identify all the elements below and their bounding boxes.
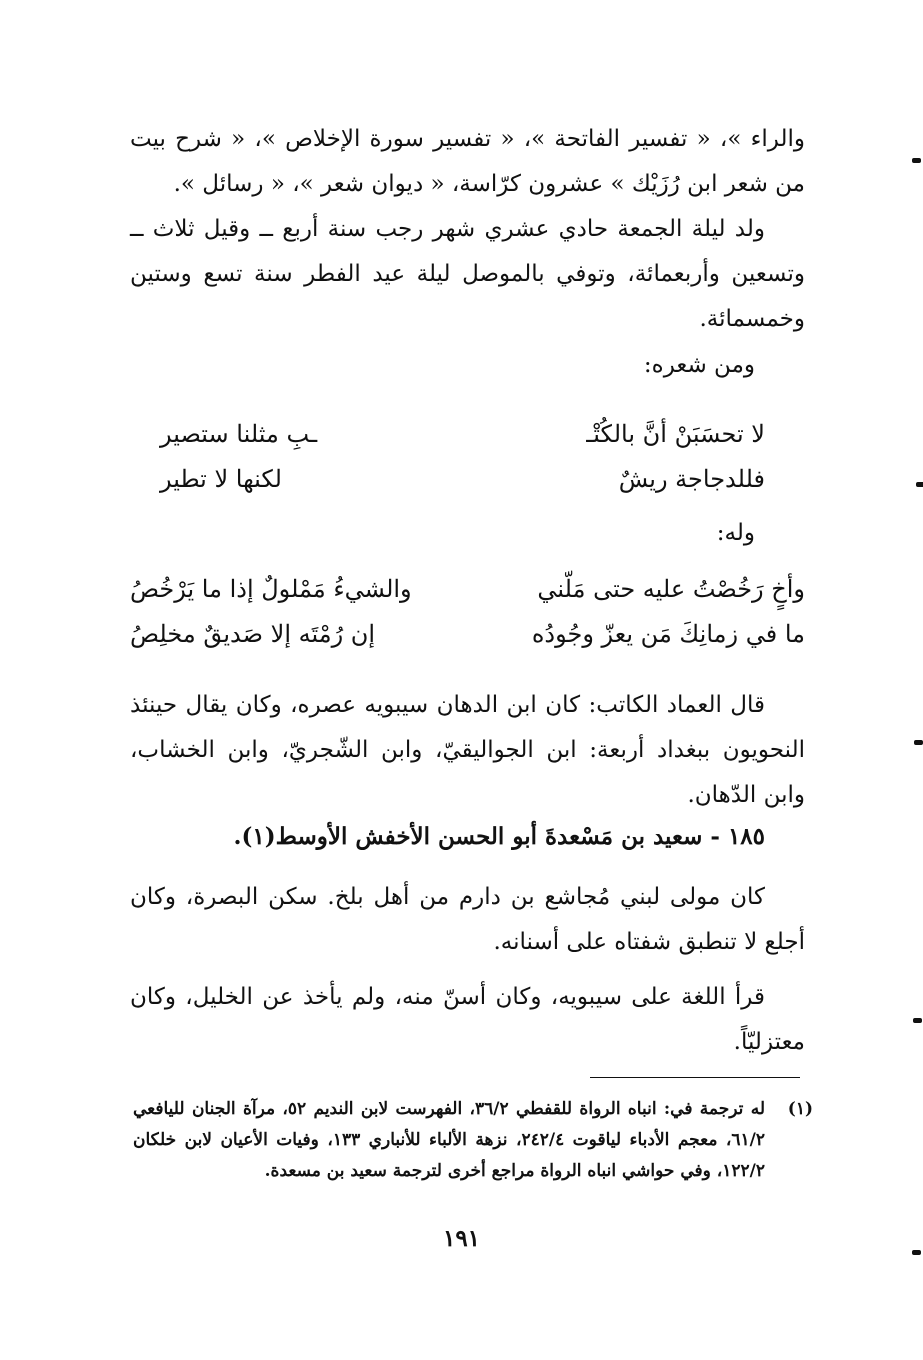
footnote-number: (١) [787, 1099, 813, 1119]
verse-second-hemistich: والشيءُ مَمْلولٌ إذا ما يَرْخُصُ [130, 575, 412, 603]
paragraph-imad-quote: قال العماد الكاتب: كان ابن الدهان سيبويه عصره، وكان يقال حينئذ النحويون ببغداد أربعة: ابن الجواليقيّ، وابن الشّجريّ، وابن الخشاب، وابن الدّهان. [130, 692, 805, 808]
verse-first-hemistich: وأخٍ رَخُصْتُ عليه حتى مَلّني [537, 575, 805, 603]
footnote [133, 1094, 813, 1187]
edge-mark [912, 1250, 921, 1255]
verse-first-hemistich: لا تحسَبَنْ أنَّ بالكُتْـ [586, 420, 765, 448]
verse-line [130, 420, 805, 464]
verse-second-hemistich: لكنها لا تطير [160, 465, 282, 493]
poem-intro: وله: [716, 520, 755, 546]
paragraph-akhfash-study: قرأ اللغة على سيبويه، وكان أسنّ منه، ولم يأخذ عن الخليل، وكان معتزليّاً. [130, 984, 805, 1055]
edge-mark [912, 158, 921, 163]
verse-second-hemistich: إن رُمْتَه إلا صَديقٌ مخلِصُ [130, 620, 376, 648]
paragraph-birth-death: ولد ليلة الجمعة حادي عشري شهر رجب سنة أربع ــ وقيل ثلاث ــ وتسعين وأربعمائة، وتوفي بالموصل ليلة عيد الفطر سنة تسع وستين وخمسمائة. [130, 216, 805, 332]
verse-first-hemistich: فللدجاجة ريشٌ [618, 465, 765, 493]
footnote-text: له ترجمة في: انباه الرواة للقفطي ٣٦/٢، الفهرست لابن النديم ٥٢، مرآة الجنان لليافعي ٦١/٢، معجم الأدباء لياقوت ٢٤٢/٤، نزهة الألباء للأنباري ١٣٣، وفيات الأعيان لابن خلكان ١٢٢/٢، وفي حواشي انباه الرواة مراجع أخرى لترجمة سعيد بن مسعدة. [133, 1099, 765, 1181]
footnote-divider [590, 1077, 800, 1078]
verse-second-hemistich: ـبِ مثلنا ستصير [160, 420, 318, 448]
edge-mark [913, 1018, 922, 1023]
verse-first-hemistich: ما في زمانِكَ مَن يعزّ وجُودُه [531, 620, 805, 648]
paragraph-works-list: والراء »، « تفسير الفاتحة »، « تفسير سورة الإخلاص »، « شرح بيت من شعر ابن رُزَيْك » عشرون كرّاسة، « ديوان شعر »، « رسائل ». [130, 126, 805, 197]
poem-intro: ومن شعره: [643, 352, 755, 378]
verse-line [130, 465, 805, 509]
paragraph-akhfash-origin: كان مولى لبني مُجاشع بن دارم من أهل بلخ. سكن البصرة، وكان أجلع لا تنطبق شفتاه على أسنانه. [130, 884, 805, 955]
entry-heading: ١٨٥ - سعيد بن مَسْعدةَ أبو الحسن الأخفش الأوسط(١). [233, 823, 765, 850]
page-number: ١٩١ [442, 1225, 481, 1252]
verse-line [130, 620, 805, 664]
edge-mark [916, 482, 923, 487]
verse-line [130, 575, 805, 619]
edge-mark [914, 740, 923, 745]
